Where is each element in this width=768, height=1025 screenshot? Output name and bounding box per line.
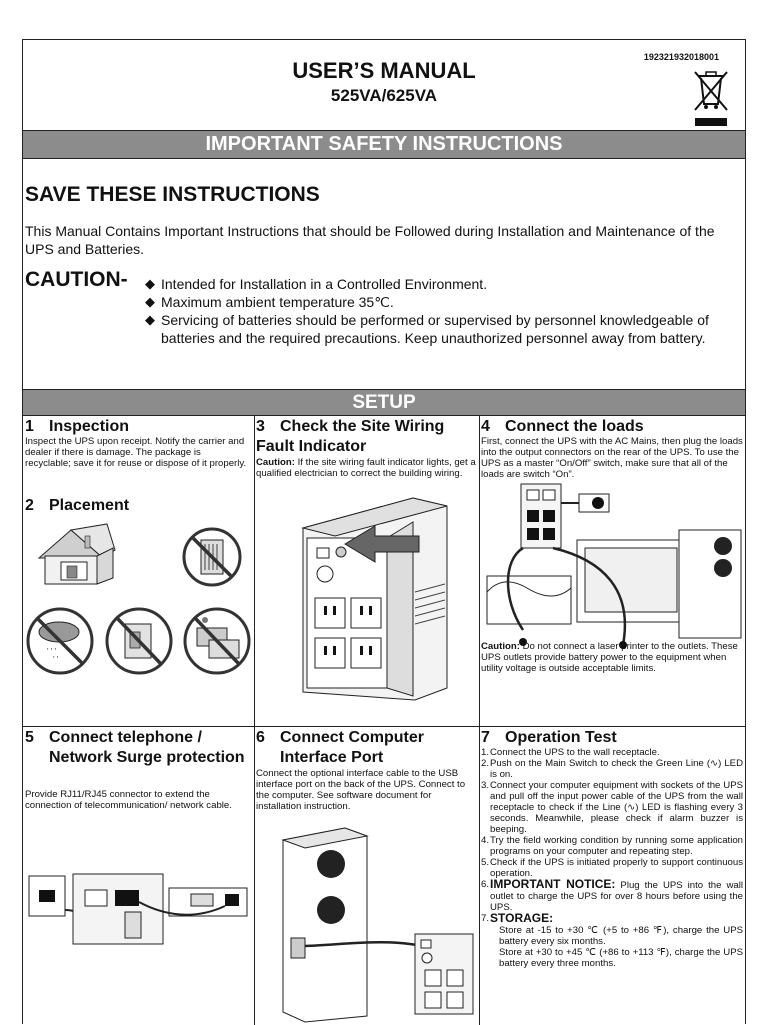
list-item	[481, 758, 743, 780]
item-text: Connect the UPS to the wall receptacle.	[490, 747, 660, 758]
section-number: 1	[25, 418, 34, 435]
list-item	[481, 780, 743, 835]
tower-pc-icon	[275, 826, 475, 1022]
safety-band: IMPORTANT SAFETY INSTRUCTIONS	[23, 131, 745, 159]
storage-label: STORAGE:	[490, 911, 554, 925]
item-number: 6.	[481, 879, 490, 890]
item-text: Check if the UPS is initiated properly to support continuous operation.	[490, 857, 743, 879]
phone-jack-icon	[25, 870, 251, 950]
column-divider	[254, 415, 255, 1025]
section-2-title	[25, 496, 251, 516]
section-7-title	[481, 728, 743, 748]
section-1-title	[25, 417, 251, 437]
svg-text:' ' ': ' ' '	[47, 647, 57, 656]
item-text: Connect your computer equipment with sockets of the UPS and pull off the input power cable of the UPS from the wall receptacle to check if the Line (∿) LED is flashing every 3 seconds. Meanwhile, please check if alarm buzzer is beeping.	[490, 780, 743, 835]
caution-label: CAUTION-	[25, 268, 128, 291]
section-title-text: Placement	[49, 497, 130, 514]
section-title-text: Connect telephone / Network Surge protection	[49, 729, 245, 766]
caution-item: ◆ Intended for Installation in a Controlled Environment.	[145, 275, 725, 293]
loads-caution-text: Do not connect a laser printer to the outlets. These UPS outlets provide battery power to the equipment when utility voltage is outside acceptable limits.	[481, 641, 738, 674]
list-item	[481, 857, 743, 879]
section-4-title	[481, 417, 743, 437]
intro-text: This Manual Contains Important Instructions that should be Followed during Installation and Maintenance of the UPS and Batteries.	[25, 223, 715, 257]
important-notice	[481, 879, 743, 913]
section-number: 5	[25, 729, 34, 746]
inspection-text: Inspect the UPS upon receipt. Notify the carrier and dealer if there is damage. The package is recyclable; save it for reuse or dispose of it properly.	[25, 436, 247, 469]
no-dust-icon	[183, 606, 251, 676]
notice-text: Plug the UPS into the wall outlet to charge the UPS for over 8 hours before using the UPS.	[490, 880, 743, 913]
section-6-title	[256, 728, 478, 768]
header	[23, 40, 745, 131]
network-text: Provide RJ11/RJ45 connector to extend the connection of telecommunication/ network cable.	[25, 789, 232, 811]
section-number: 4	[481, 418, 490, 435]
row-divider	[23, 726, 745, 727]
section-title-text: Connect the loads	[505, 418, 644, 435]
section-number: 3	[256, 418, 265, 435]
section-5-title	[25, 728, 251, 768]
list-item	[481, 747, 743, 758]
save-heading: SAVE THESE INSTRUCTIONS	[25, 183, 320, 206]
model-subtitle: 525VA/625VA	[330, 86, 438, 105]
item-text: Try the field working condition by running some application programs on your computer and repeating step.	[490, 835, 743, 857]
loads-caution	[481, 641, 743, 674]
section-number: 2	[25, 497, 34, 514]
section-3-title	[256, 417, 478, 457]
operation-test-list	[481, 747, 743, 969]
item-text: Push on the Main Switch to check the Green Line (∿) LED is on.	[490, 758, 743, 780]
section-number: 6	[256, 729, 265, 746]
caution-label: Caution:	[481, 641, 520, 652]
item-number: 2.	[481, 758, 490, 769]
storage-line: Store at +30 to +45 ℃ (+86 to +113 ℉), charge the UPS battery every three months.	[499, 947, 743, 969]
wiring-caution-text: If the site wiring fault indicator lights, get a qualified electrician to correct the building wiring.	[256, 457, 476, 479]
section-title-text: Inspection	[49, 418, 130, 435]
storage-item	[481, 913, 743, 969]
item-number: 5.	[481, 857, 490, 868]
caution-label: Caution:	[256, 457, 295, 468]
section-number: 7	[481, 729, 490, 746]
caution-item: ◆ Maximum ambient temperature 35℃.	[145, 293, 725, 311]
arrow-icon	[341, 524, 423, 564]
section-title-text: Operation Test	[505, 729, 617, 746]
item-number: 1.	[481, 747, 490, 758]
caution-item: ◆ Servicing of batteries should be performed or supervised by personnel knowledgeable of batteries and the required precautions. Keep unauthorized personnel away from battery.	[145, 311, 725, 347]
interface-text: Connect the optional interface cable to the USB interface port on the back of the UPS. Connect to the computer. See software document for installation instruction.	[256, 768, 466, 812]
item-number: 7.	[481, 913, 490, 924]
weee-bin-icon	[691, 70, 731, 128]
setup-band: SETUP	[23, 389, 745, 416]
item-number: 4.	[481, 835, 490, 846]
house-icon	[37, 524, 117, 588]
list-item	[481, 835, 743, 857]
column-divider	[479, 415, 480, 1025]
plug-icon	[561, 494, 609, 512]
loads-text: First, connect the UPS with the AC Mains, then plug the loads into the output connectors on the rear of the UPS. To use the UPS as a master “On/Off” switch, make sure that all of the loads are switch “On”.	[481, 436, 743, 480]
section-title-text: Check the Site Wiring Fault Indicator	[256, 418, 445, 455]
manual-page	[22, 39, 746, 1024]
no-rain-icon	[25, 606, 95, 676]
document-number: 192321932018001	[643, 52, 719, 62]
notice-label: IMPORTANT NOTICE:	[490, 877, 616, 891]
computer-icon	[483, 480, 745, 640]
caution-list	[145, 275, 725, 347]
section-title-text: Connect Computer Interface Port	[280, 729, 424, 766]
manual-title: USER’S MANUAL	[292, 58, 476, 83]
no-heat-icon	[181, 526, 243, 588]
no-sun-icon	[105, 606, 173, 676]
wiring-caution	[256, 457, 476, 479]
item-number: 3.	[481, 780, 490, 791]
storage-line: Store at -15 to +30 ℃ (+5 to +86 ℉), charge the UPS battery every six months.	[499, 925, 743, 947]
svg-text:' ': ' '	[53, 655, 59, 664]
